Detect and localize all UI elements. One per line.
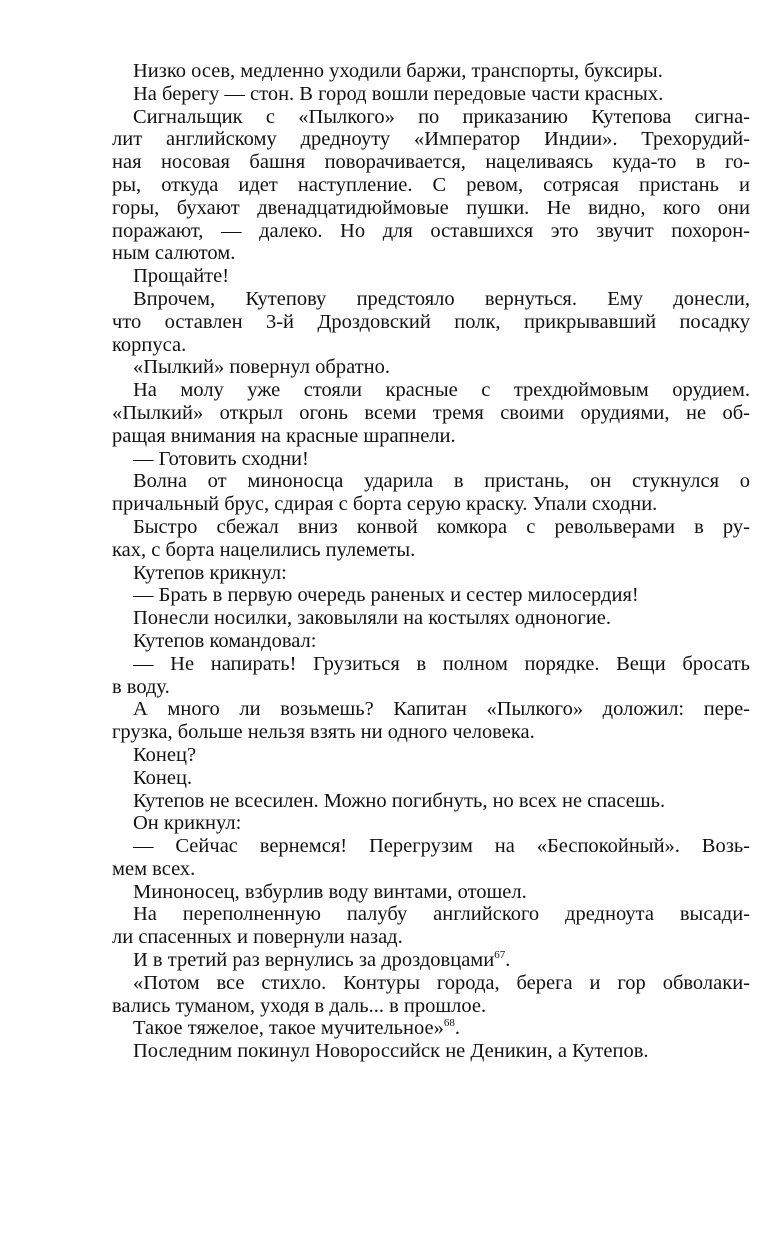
text-line: ным салютом. bbox=[112, 242, 236, 265]
paragraph bbox=[112, 379, 750, 447]
text-line: Быстро сбежал вниз конвой комкора с револьверами в ру- bbox=[133, 515, 750, 538]
paragraph bbox=[112, 972, 750, 1018]
text-line: ли спасенных и повернули назад. bbox=[112, 926, 403, 949]
paragraph bbox=[112, 470, 750, 516]
paragraph bbox=[112, 106, 750, 266]
text-line: корпуса. bbox=[112, 333, 187, 356]
text-line: — Не напирать! Грузиться в полном порядке. Вещи бросать bbox=[133, 652, 750, 675]
paragraph bbox=[112, 60, 750, 83]
text-line: Впрочем, Кутепову предстояло вернуться. Ему донесли, bbox=[133, 287, 750, 310]
paragraph bbox=[112, 562, 750, 585]
paragraph bbox=[112, 698, 750, 744]
footnote-suffix: . bbox=[505, 949, 511, 972]
text-line: Волна от миноносца ударила в пристань, он стукнулся о bbox=[133, 470, 750, 493]
text-line: в воду. bbox=[112, 675, 170, 698]
text-line: Такое тяжелое, такое мучительное»$^{68}$. bbox=[133, 1017, 460, 1040]
paragraph bbox=[112, 356, 750, 379]
book-page-text bbox=[112, 60, 750, 1063]
text-line: Низко осев, медленно уходили баржи, транспорты, буксиры. bbox=[133, 60, 663, 82]
text-line: На переполненную палубу английского дредноута высади- bbox=[133, 903, 750, 926]
paragraph bbox=[112, 265, 750, 288]
text-line: Кутепов не всесилен. Можно погибнуть, но всех не спасешь. bbox=[133, 789, 666, 812]
text-line: Кутепов командовал: bbox=[133, 629, 317, 652]
paragraph bbox=[112, 288, 750, 356]
text-line: Последним покинул Новороссийск не Деникин, а Кутепов. bbox=[133, 1040, 649, 1063]
paragraph bbox=[112, 1017, 750, 1040]
text-line: «Пылкий» открыл огонь всеми тремя своими орудиями, не об- bbox=[112, 401, 750, 424]
text-line: Кутепов крикнул: bbox=[133, 561, 287, 584]
text-line: — Готовить сходни! bbox=[133, 447, 309, 470]
text-line: причальный брус, сдирая с борта серую краску. Упали сходни. bbox=[112, 493, 658, 516]
paragraph bbox=[112, 630, 750, 653]
paragraph bbox=[112, 835, 750, 881]
text-line: «Потом все стихло. Контуры города, берега и гор обволаки- bbox=[133, 971, 750, 994]
text-line: Прощайте! bbox=[133, 265, 230, 288]
text-line: мем всех. bbox=[112, 857, 196, 880]
text-line: Конец? bbox=[133, 743, 197, 766]
text-line: поражают, — далеко. Но для оставшихся это звучит похорон- bbox=[112, 219, 750, 242]
paragraph bbox=[112, 448, 750, 471]
text-line: ры, откуда идет наступление. С ревом, сотрясая пристань и bbox=[112, 173, 750, 196]
paragraph bbox=[112, 790, 750, 813]
paragraph bbox=[112, 767, 750, 790]
text-line: грузка, больше нельзя взять ни одного человека. bbox=[112, 721, 535, 744]
text-line: Понесли носилки, заковыляли на костылях одноногие. bbox=[133, 607, 611, 630]
text-line: И в третий раз вернулись за дроздовцами$^{67}$. bbox=[133, 949, 511, 972]
paragraph bbox=[112, 516, 750, 562]
footnote-suffix: . bbox=[454, 1017, 460, 1040]
paragraph bbox=[112, 653, 750, 699]
text-line: Миноносец, взбурлив воду винтами, отошел. bbox=[133, 880, 527, 903]
paragraph bbox=[112, 607, 750, 630]
text-line: ках, с борта нацелились пулеметы. bbox=[112, 538, 416, 561]
paragraph bbox=[112, 584, 750, 607]
footnote-marker: 68 bbox=[443, 1017, 455, 1030]
text-line: «Пылкий» повернул обратно. bbox=[133, 356, 390, 379]
text-line: горы, бухают двенадцатидюймовые пушки. Не видно, кого они bbox=[112, 196, 750, 219]
text-line: Он крикнул: bbox=[133, 812, 242, 835]
text-line: — Сейчас вернемся! Перегрузим на «Беспокойный». Возь- bbox=[133, 835, 750, 858]
paragraph bbox=[112, 812, 750, 835]
footnote-marker: 67 bbox=[494, 949, 506, 962]
text-line: вались туманом, уходя в даль... в прошлое. bbox=[112, 994, 487, 1017]
text-line: что оставлен 3-й Дроздовский полк, прикрывавший посадку bbox=[112, 310, 750, 333]
text-line: — Брать в первую очередь раненых и сестер милосердия! bbox=[133, 584, 639, 607]
paragraph bbox=[112, 1040, 750, 1063]
paragraph bbox=[112, 903, 750, 949]
text-line: На берегу — стон. В город вошли передовые части красных. bbox=[133, 82, 664, 105]
paragraph bbox=[112, 949, 750, 972]
text-line: Сигнальщик с «Пылкого» по приказанию Кутепова сигна- bbox=[133, 105, 750, 128]
text-line: На молу уже стояли красные с трехдюймовым орудием. bbox=[133, 379, 750, 402]
text-line: лит английскому дредноуту «Император Индии». Трехорудий- bbox=[112, 128, 750, 151]
text-line: А много ли возьмешь? Капитан «Пылкого» доложил: пере- bbox=[133, 698, 750, 721]
text-line: ная носовая башня поворачивается, нацеливаясь куда-то в го- bbox=[112, 151, 750, 174]
paragraph bbox=[112, 83, 750, 106]
text-line: ращая внимания на красные шрапнели. bbox=[112, 424, 456, 447]
text-line: Конец. bbox=[133, 766, 193, 789]
paragraph bbox=[112, 881, 750, 904]
paragraph bbox=[112, 744, 750, 767]
